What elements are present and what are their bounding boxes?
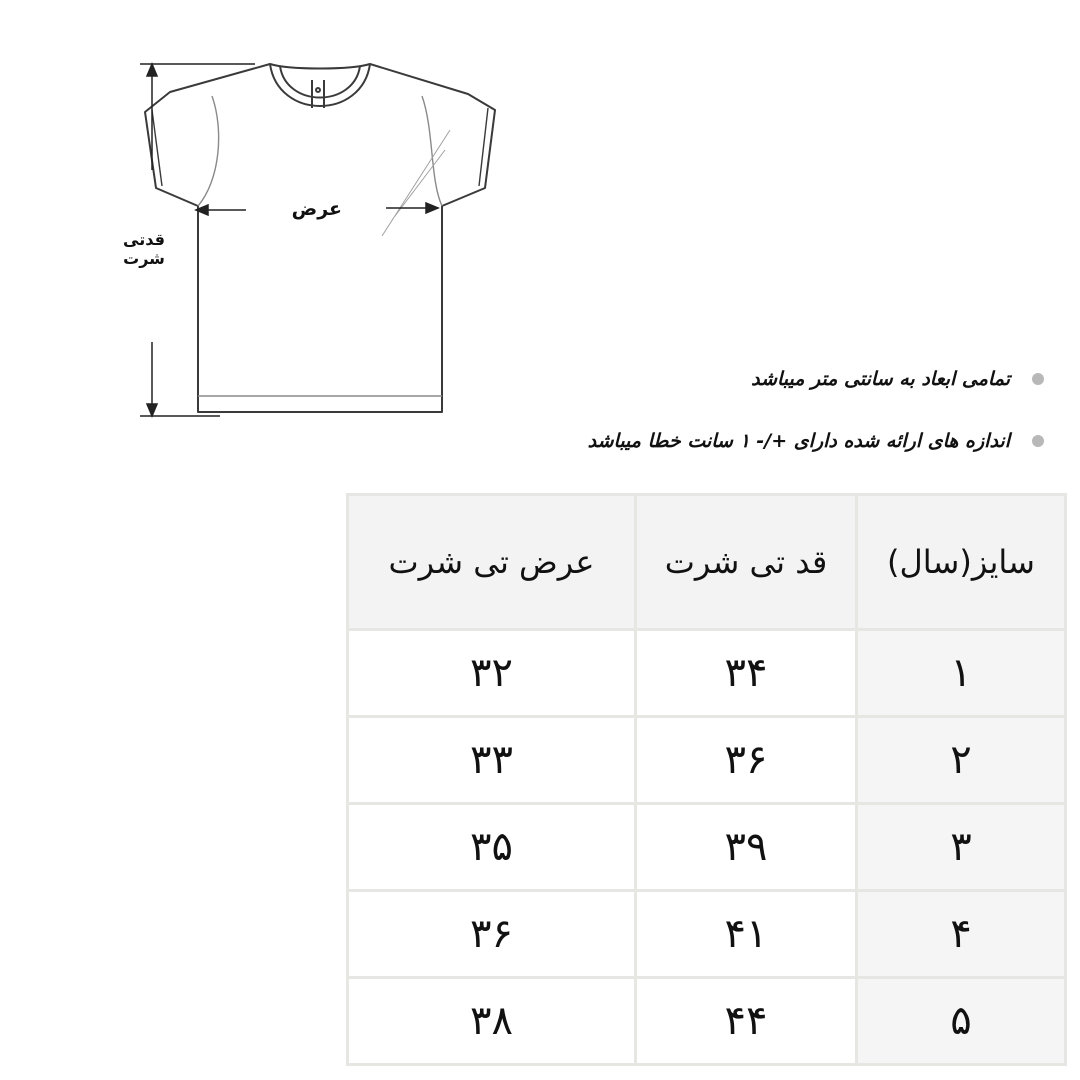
bullet-dot-icon (1032, 435, 1044, 447)
table-header-row (348, 495, 1066, 630)
cell-length: ۳۴ (636, 630, 857, 717)
table-row (348, 978, 1066, 1065)
cell-size: ۱ (857, 630, 1066, 717)
cell-width: ۳۳ (348, 717, 636, 804)
cell-length: ۳۶ (636, 717, 857, 804)
cell-width: ۳۶ (348, 891, 636, 978)
length-label: قدتی شرت (123, 230, 165, 268)
cell-width: ۳۸ (348, 978, 636, 1065)
cell-size: ۵ (857, 978, 1066, 1065)
note-text: اندازه های ارائه شده دارای +/- ۱ سانت خطا میباشد (587, 430, 1010, 452)
cell-width: ۳۵ (348, 804, 636, 891)
cell-length: ۴۴ (636, 978, 857, 1065)
table-row (348, 717, 1066, 804)
cell-length: ۴۱ (636, 891, 857, 978)
note-text: تمامی ابعاد به سانتی متر میباشد (751, 368, 1010, 390)
size-table (346, 493, 1067, 1066)
table-row (348, 630, 1066, 717)
header-width: عرض تی شرت (348, 495, 636, 630)
cell-size: ۲ (857, 717, 1066, 804)
cell-size: ۳ (857, 804, 1066, 891)
cell-size: ۴ (857, 891, 1066, 978)
size-table-container (346, 493, 1064, 1057)
bullet-dot-icon (1032, 373, 1044, 385)
cell-width: ۳۲ (348, 630, 636, 717)
table-row (348, 804, 1066, 891)
table-row (348, 891, 1066, 978)
cell-length: ۳۹ (636, 804, 857, 891)
width-label: عرض (291, 198, 342, 220)
note-item (404, 422, 1044, 460)
header-size: سایز(سال) (857, 495, 1066, 630)
notes-list (404, 360, 1044, 484)
note-item (404, 360, 1044, 398)
header-length: قد تی شرت (636, 495, 857, 630)
